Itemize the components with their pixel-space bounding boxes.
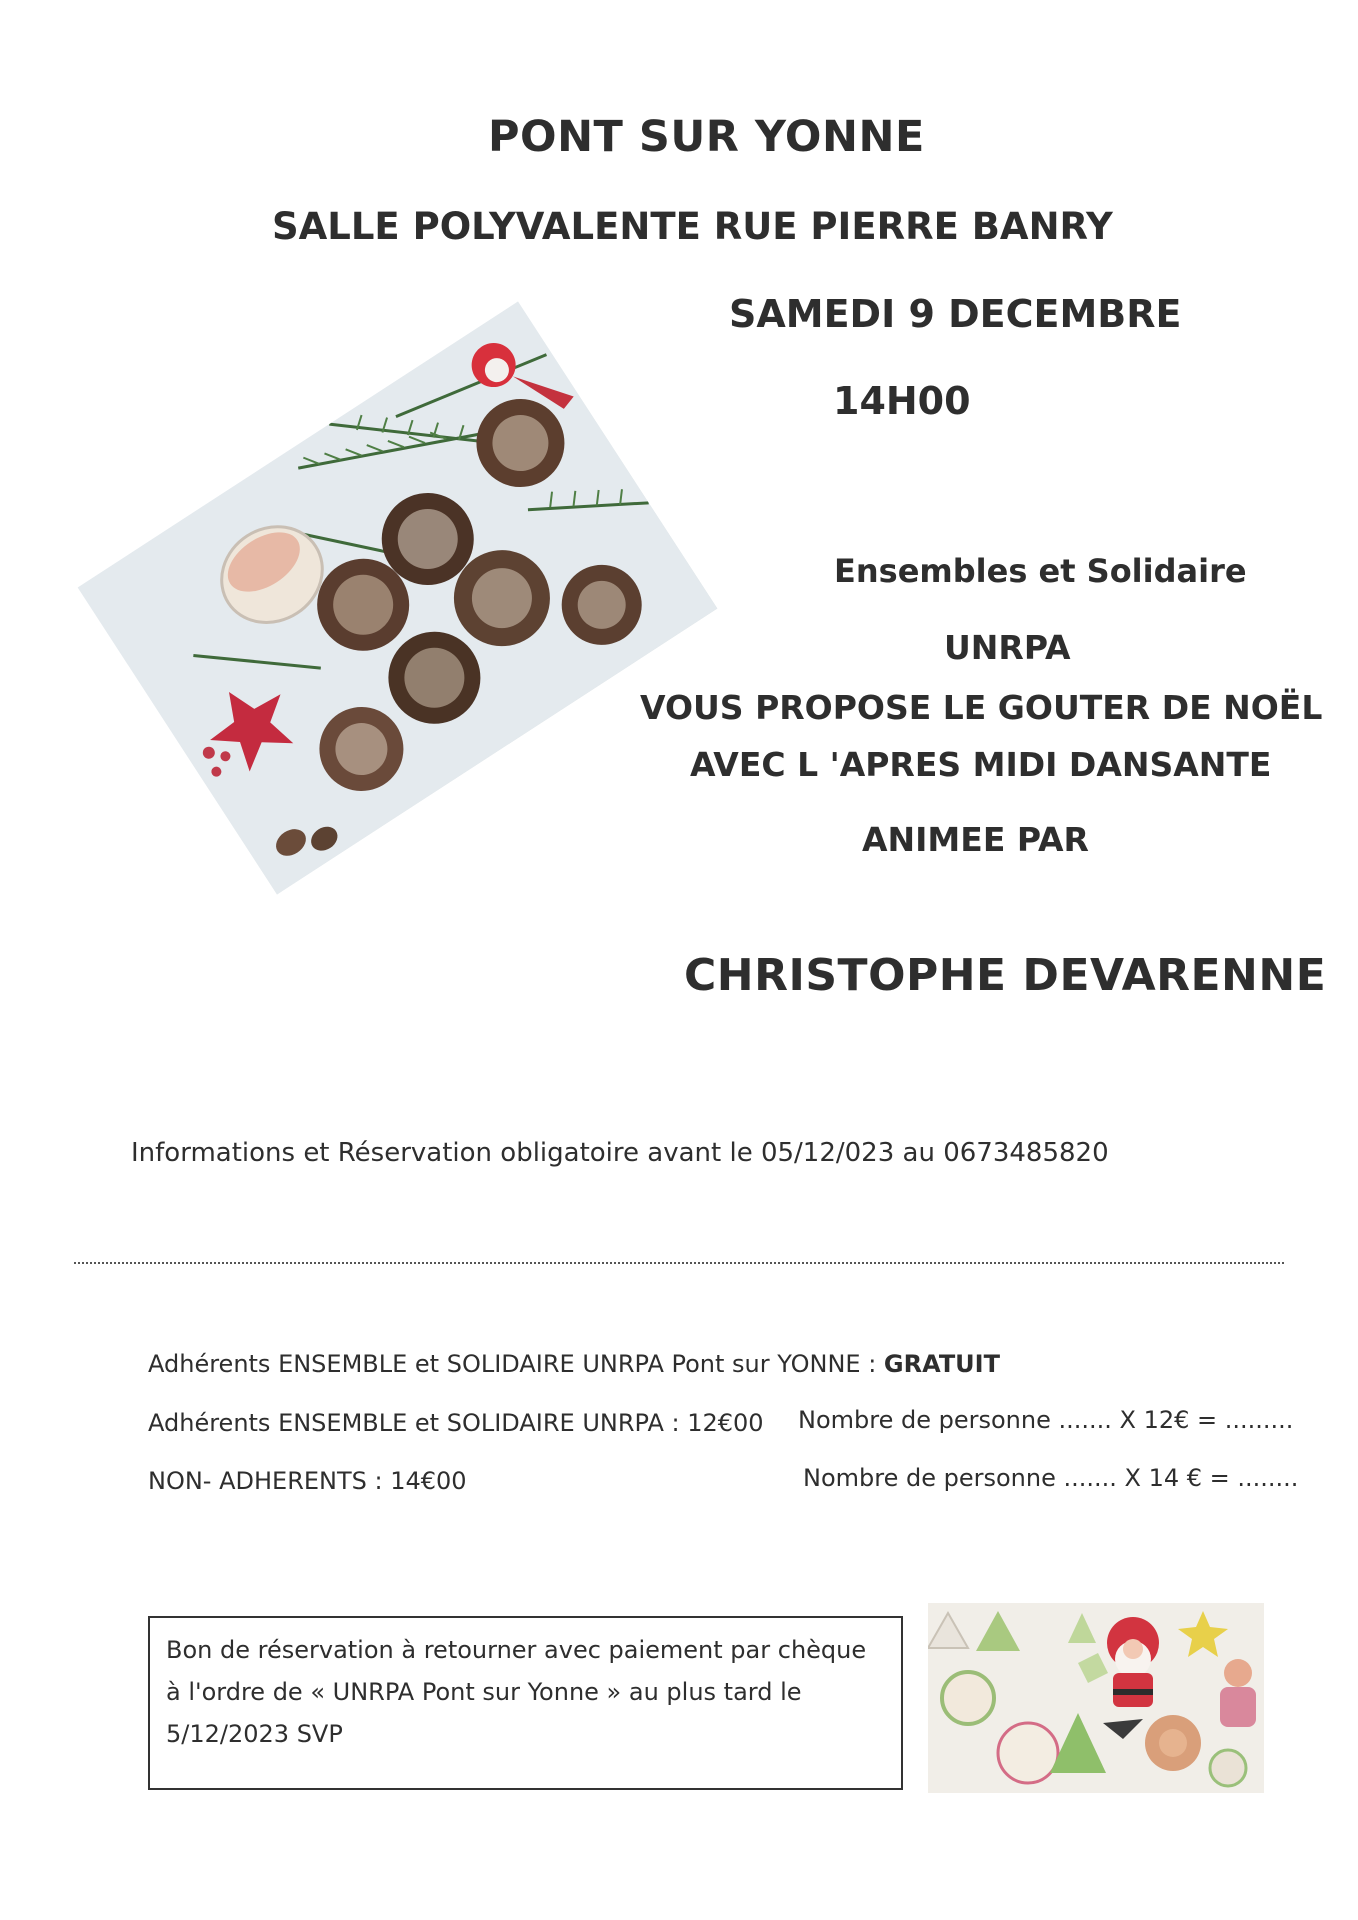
price-row-3-count: Nombre de personne ....... X 14 € = ........ [803,1464,1299,1492]
reservation-line-2: à l'ordre de « UNRPA Pont sur Yonne » au plus tard le [166,1678,802,1706]
announcement-line-3: ANIMEE PAR [862,820,1089,859]
artist-name: CHRISTOPHE DEVARENNE [684,950,1327,1001]
reservation-line-1: Bon de réservation à retourner avec paiement par chèque [166,1636,867,1664]
announcement-line-2: AVEC L 'APRES MIDI DANSANTE [690,745,1272,784]
christmas-cookies-photo [928,1603,1264,1793]
event-town: PONT SUR YONNE [488,112,925,162]
reservation-box [148,1616,903,1790]
price-row-members-local [148,1350,1000,1378]
announcement-line-1: VOUS PROPOSE LE GOUTER DE NOËL [640,688,1323,727]
price-row-2-label: Adhérents ENSEMBLE et SOLIDAIRE UNRPA : 12€00 [148,1409,764,1437]
event-date: SAMEDI 9 DECEMBRE [729,292,1182,336]
price-row-3-label: NON- ADHERENTS : 14€00 [148,1467,467,1495]
organization-name: UNRPA [944,628,1071,667]
association-name: Ensembles et Solidaire [834,552,1247,590]
price-row-2-count: Nombre de personne ....... X 12€ = ......... [798,1406,1294,1434]
dotted-separator [74,1262,1284,1264]
price-row-1-value: GRATUIT [883,1350,1000,1378]
christmas-cupcakes-photo [78,302,718,895]
reservation-info: Informations et Réservation obligatoire avant le 05/12/023 au 0673485820 [131,1138,1109,1168]
event-venue: SALLE POLYVALENTE RUE PIERRE BANRY [272,205,1113,248]
event-time: 14H00 [833,379,971,423]
reservation-line-3: 5/12/2023 SVP [166,1720,343,1748]
price-row-1-label: Adhérents ENSEMBLE et SOLIDAIRE UNRPA Pont sur YONNE : [148,1350,884,1378]
